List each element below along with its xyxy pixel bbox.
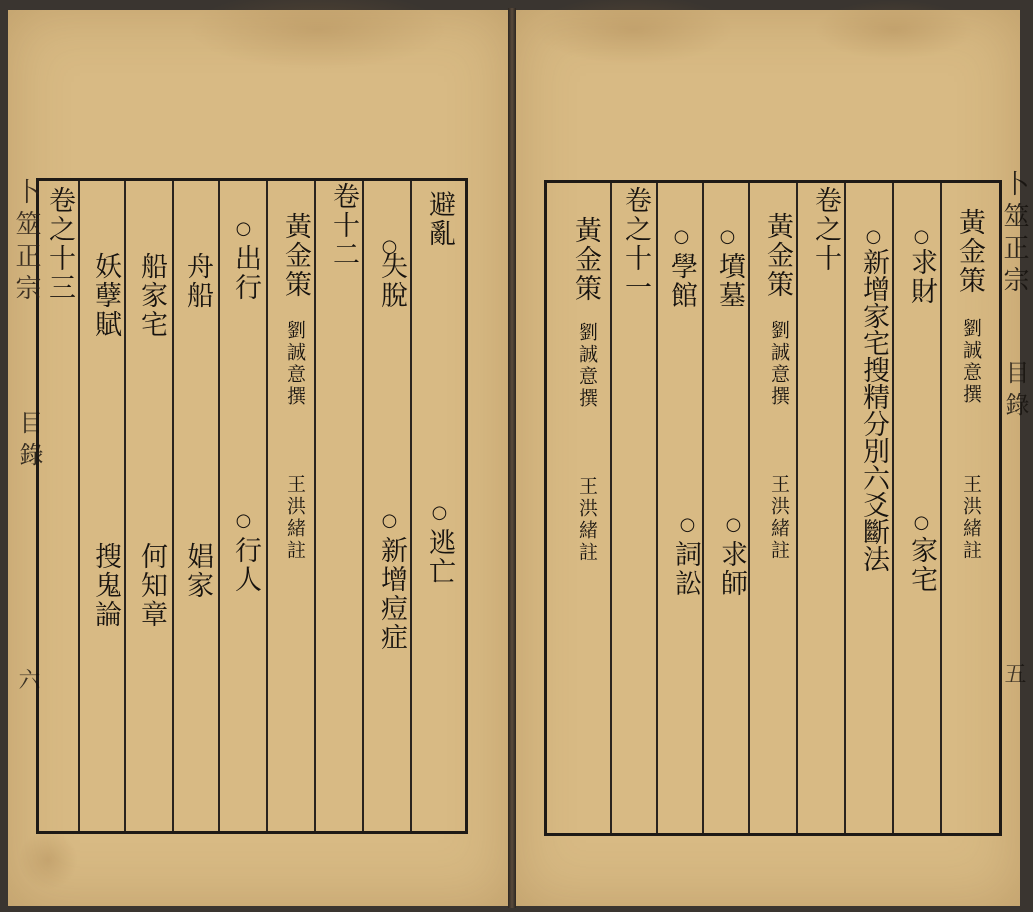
- bullet-mark: ○: [379, 236, 400, 257]
- left-folio: 六: [15, 668, 40, 690]
- author-credit: 劉誠意撰: [960, 318, 982, 406]
- bullet-mark: ○: [379, 510, 400, 531]
- left-margin-title: 卜筮正宗: [11, 178, 41, 306]
- work-title-huang-jin-ce: 黃金策: [570, 216, 601, 303]
- bullet-mark: ○: [863, 226, 884, 247]
- author-credit: 劉誠意撰: [576, 322, 598, 410]
- entry-shi-tuo: 失脫: [376, 252, 407, 310]
- right-margin-section: 目錄: [1001, 360, 1029, 424]
- entry-tao-wang: 逃亡: [424, 528, 455, 586]
- work-title-huang-jin-ce: 黃金策: [954, 208, 985, 295]
- bullet-mark: ○: [911, 226, 932, 247]
- entry-ci-song: 詞訟: [670, 540, 701, 598]
- work-title-huang-jin-ce: 黃金策: [280, 212, 311, 299]
- bullet-mark: ○: [233, 510, 254, 531]
- column-rule: [362, 181, 364, 831]
- entry-fen-mu: 墳墓: [714, 252, 745, 310]
- left-margin-section: 目錄: [15, 410, 43, 474]
- volume-heading-12: 卷十二: [328, 182, 359, 269]
- entry-yao-nie-fu: 妖孽賦: [90, 252, 121, 339]
- bullet-mark: ○: [717, 226, 738, 247]
- bullet-mark: ○: [723, 514, 744, 535]
- entry-jia-zhai: 家宅: [906, 536, 937, 594]
- right-folio: 五: [1001, 662, 1026, 684]
- column-rule: [844, 183, 846, 833]
- right-margin-title: 卜筮正宗: [999, 170, 1029, 298]
- entry-bi-luan: 避亂: [424, 190, 455, 248]
- entry-he-zhi-zhang: 何知章: [136, 542, 167, 629]
- entry-chu-xing: 出行: [230, 244, 261, 302]
- entry-chang-jia: 娼家: [182, 542, 213, 600]
- entry-xin-zeng-dou-zheng: 新增痘症: [376, 536, 407, 652]
- bullet-mark: ○: [677, 514, 698, 535]
- bullet-mark: ○: [911, 512, 932, 533]
- entry-xin-zeng-jia-zhai-sou-jing: 新增家宅搜精分別六爻斷法: [858, 248, 889, 572]
- entry-xing-ren: 行人: [230, 536, 261, 594]
- column-rule: [172, 181, 174, 831]
- entry-chuan-jia-zhai: 船家宅: [136, 252, 167, 339]
- entry-sou-gui-lun: 搜鬼論: [90, 542, 121, 629]
- bullet-mark: ○: [671, 226, 692, 247]
- volume-heading-11: 卷之十一: [620, 186, 651, 302]
- annotator-credit: 王洪緒註: [576, 476, 598, 564]
- volume-heading-10: 卷之十: [810, 186, 841, 273]
- annotator-credit: 王洪緒註: [284, 474, 306, 562]
- column-rule: [218, 181, 220, 831]
- annotator-credit: 王洪緒註: [960, 474, 982, 562]
- author-credit: 劉誠意撰: [768, 320, 790, 408]
- bullet-mark: ○: [429, 502, 450, 523]
- author-credit: 劉誠意撰: [284, 320, 306, 408]
- column-rule: [266, 181, 268, 831]
- bullet-mark: ○: [233, 218, 254, 239]
- entry-qiu-cai: 求財: [906, 248, 937, 306]
- entry-qiu-shi: 求師: [716, 540, 747, 598]
- column-rule: [656, 183, 658, 833]
- column-rule: [702, 183, 704, 833]
- work-title-huang-jin-ce: 黃金策: [762, 212, 793, 299]
- entry-zhou-chuan: 舟船: [182, 252, 213, 310]
- volume-heading-13: 卷之十三: [44, 186, 75, 302]
- entry-xue-guan: 學館: [666, 252, 697, 310]
- book-spine: [508, 8, 516, 908]
- annotator-credit: 王洪緒註: [768, 474, 790, 562]
- column-rule: [610, 183, 612, 833]
